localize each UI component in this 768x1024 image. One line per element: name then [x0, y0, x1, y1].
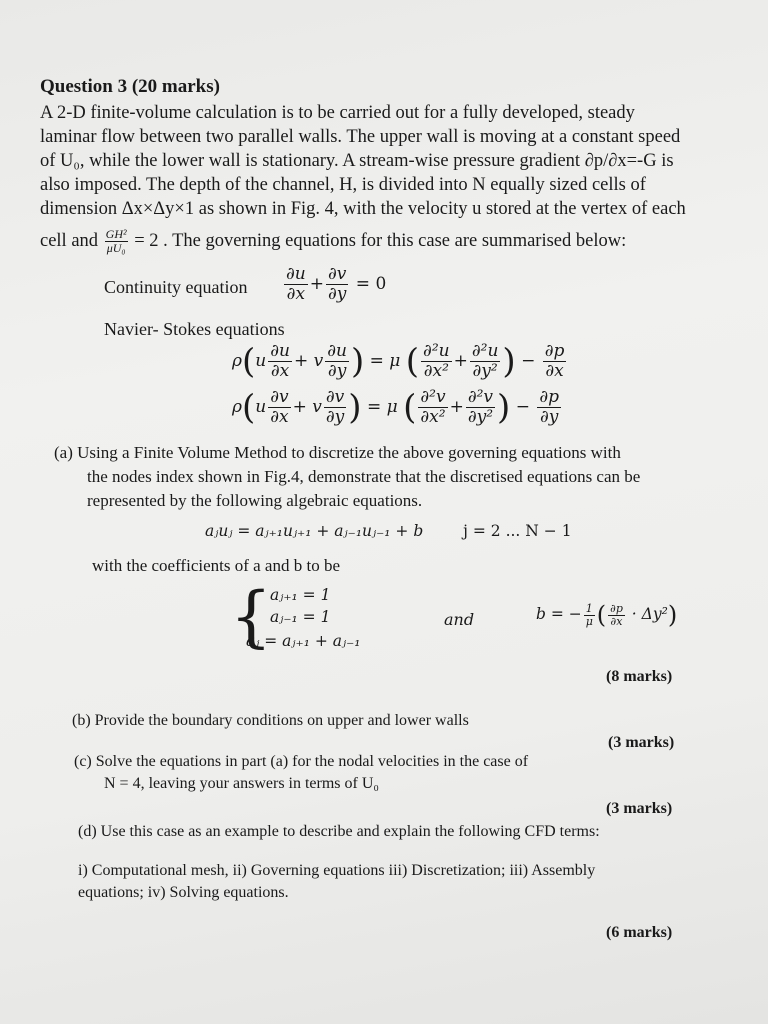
question-title: Question 3 (20 marks)	[40, 76, 220, 97]
part-c-line1: (c) Solve the equations in part (a) for the nodal velocities in the case of	[74, 753, 529, 770]
coef-line: aⱼ₋₁ = 1	[270, 608, 331, 626]
algebraic-equation-text: aⱼuⱼ = aⱼ₊₁uⱼ₊₁ + aⱼ₋₁uⱼ₋₁ + b	[205, 522, 424, 540]
coef-line: aⱼ = aⱼ₊₁ + aⱼ₋₁	[246, 632, 361, 650]
intro-line: A 2-D finite-volume calculation is to be carried out for a fully developed, steady	[40, 103, 635, 123]
part-c-line2: N = 4, leaving your answers in terms of U₀	[104, 775, 379, 792]
part-c-marks: (3 marks)	[606, 800, 673, 817]
coef-line: aⱼ₊₁ = 1	[270, 586, 331, 604]
part-a-line: the nodes index shown in Fig.4, demonstrate that the discretised equations can be	[87, 467, 641, 486]
part-b-text: (b) Provide the boundary conditions on upper and lower walls	[72, 712, 469, 729]
part-a-line: represented by the following algebraic equations.	[87, 491, 423, 510]
ns-equation-x: ρ(u $\frac{\partial u}{\partial x}$ + v $\frac{\partial u}{\partial y}$ ) = μ ( $\frac{\text{∂²u}}{\text{∂x²}}$ + $\frac{\text{∂²u}}{\text{∂y²}}$ ) − $\frac{\partial p}{\partial x}$	[232, 341, 565, 382]
coefficient-system	[230, 578, 390, 656]
part-d-line1: i) Computational mesh, ii) Governing equations iii) Discretization; iii) Assembly	[78, 862, 596, 879]
fraction-denominator: μU₀	[106, 241, 126, 255]
coefficients-intro: with the coefficients of a and b to be	[92, 556, 340, 575]
question-intro	[40, 101, 730, 221]
index-range: j = 2 ... N − 1	[463, 522, 572, 540]
part-a-marks: (8 marks)	[606, 668, 673, 685]
intro-line-6	[40, 228, 626, 255]
algebraic-equation	[205, 522, 572, 540]
part-a-line: (a) Using a Finite Volume Method to discretize the above governing equations with	[54, 443, 621, 462]
part-d-marks: (6 marks)	[606, 924, 673, 941]
part-d-text: (d) Use this case as an example to describe and explain the following CFD terms:	[78, 823, 600, 840]
fraction-numerator: GH²	[105, 227, 127, 241]
b-prefix: b = −	[536, 605, 582, 623]
intro-line: also imposed. The depth of the channel, H, is divided into N equally sized cells of	[40, 175, 646, 195]
ns-equation-y: ρ(u $\frac{\partial v}{\partial x}$ + v $\frac{\partial v}{\partial y}$ ) = μ ( $\frac{\text{∂²v}}{\text{∂x²}}$ + $\frac{\text{∂²v}}{\text{∂y²}}$ ) − $\frac{\partial p}{\partial y}$	[232, 387, 560, 428]
intro-line: laminar flow between two parallel walls. The upper wall is moving at a constant speed	[40, 127, 681, 147]
intro-line: dimension Δx×Δy×1 as shown in Fig. 4, with the velocity u stored at the vertex of each	[40, 199, 686, 219]
ns-label: Navier- Stokes equations	[104, 319, 285, 339]
intro-line6-prefix: cell and	[40, 230, 99, 251]
left-brace: {	[230, 578, 272, 655]
nondim-fraction	[105, 228, 128, 255]
b-coefficient: b = − $\frac{1}{\mu}$ ( $\frac{\partial p}{\partial x}$ · Δy²)	[536, 601, 678, 629]
part-a-text	[54, 441, 704, 513]
continuity-label: Continuity equation	[104, 277, 248, 297]
continuity-equation: $\frac{\partial u}{\partial x}$ + $\frac{\partial v}{\partial y}$ = 0	[286, 264, 387, 304]
and-word: and	[444, 610, 475, 629]
part-b-marks: (3 marks)	[608, 734, 675, 751]
part-d-line2: equations; iv) Solving equations.	[78, 884, 289, 901]
intro-line: of U₀, while the lower wall is stationary. A stream-wise pressure gradient ∂p/∂x=-G is	[40, 151, 674, 171]
intro-line6-suffix: = 2 . The governing equations for this case are summarised below:	[134, 230, 627, 251]
